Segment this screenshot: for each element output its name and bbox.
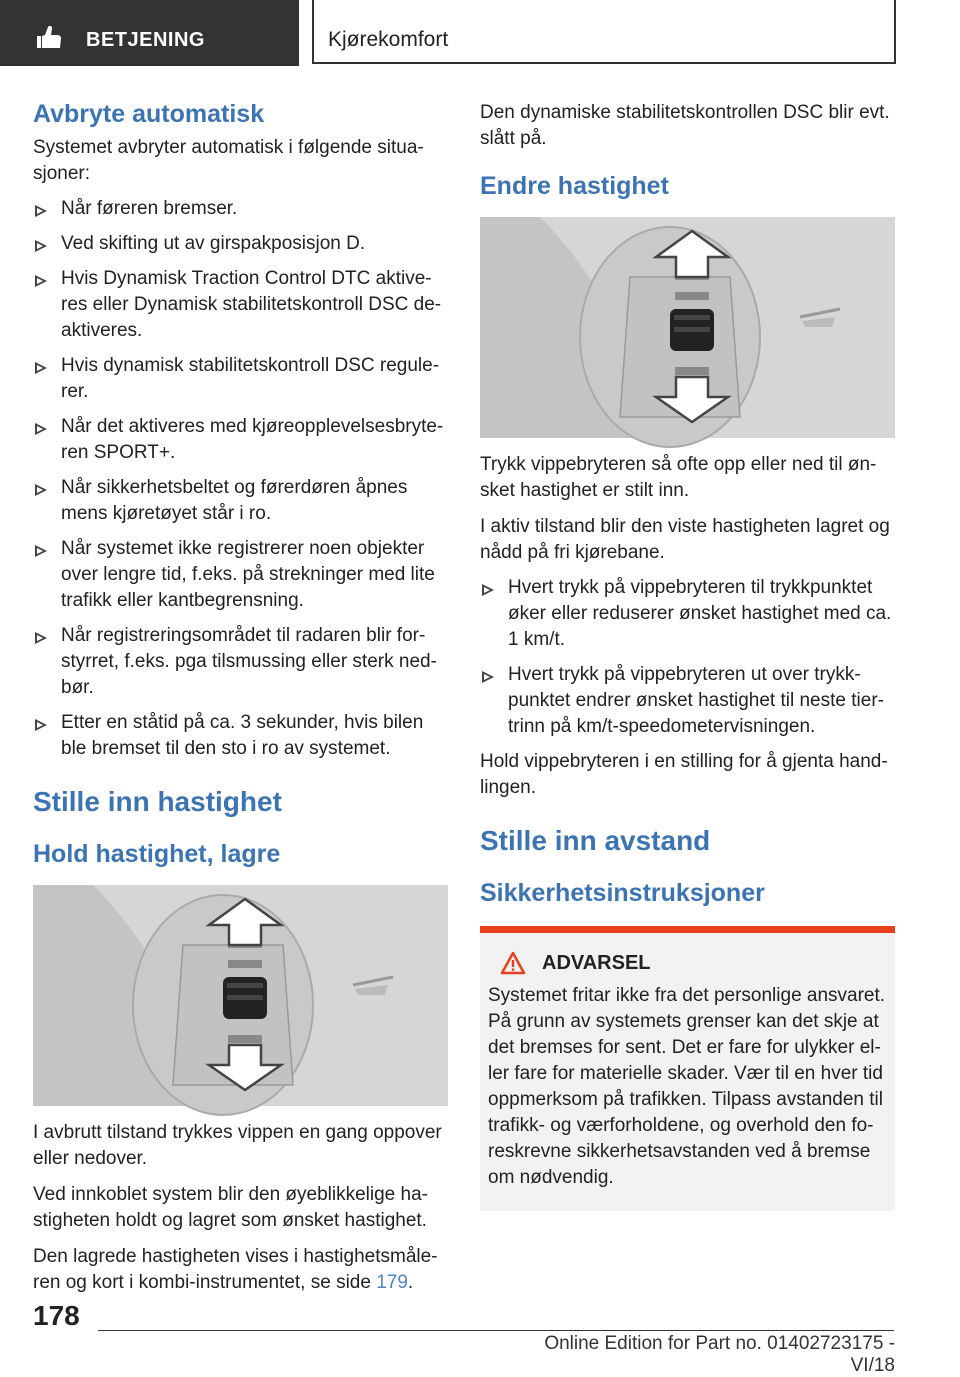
list-item: Hvis dynamisk stabilitetskontroll DSC regule-rer.: [33, 353, 448, 405]
switched-on-text: Ved innkoblet system blir den øyeblikkelige ha-stigheten holdt og lagret som ønsket hastighet.: [33, 1184, 428, 1231]
triangle-bullet-icon: [35, 205, 47, 217]
triangle-bullet-icon: [35, 545, 47, 557]
cancel-list: [33, 196, 448, 762]
hold-rocker-text: Hold vippebryteren i en stilling for å gjenta hand-lingen.: [480, 751, 888, 798]
list-item: Når systemet ikke registrerer noen objekter over lengre tid, f.eks. på strekninger med lite trafikk eller kantbegrensning.: [33, 536, 448, 614]
section-tab: [0, 0, 299, 66]
triangle-bullet-icon: [35, 632, 47, 644]
warning-title: ADVARSEL: [488, 951, 887, 975]
change-list: [480, 575, 895, 740]
heading-set-speed: Stille inn hastighet: [33, 786, 282, 817]
list-item: Hvert trykk på vippebryteren til trykkpunktet øker eller reduserer ønsket hastighet med ca. 1 km/t.: [480, 575, 895, 653]
left-column: [33, 100, 448, 1296]
right-column: [480, 100, 895, 1211]
steering-wheel-rocker-image: [480, 217, 895, 438]
list-item: Når registreringsområdet til radaren blir for-styrret, f.eks. pga tilsmussing eller sterk ned-bør.: [33, 623, 448, 701]
dsc-text: Den dynamiske stabilitetskontrollen DSC blir evt. slått på.: [480, 102, 890, 149]
triangle-bullet-icon: [482, 584, 494, 596]
page-reference-link[interactable]: 179: [376, 1272, 408, 1293]
list-item: Etter en ståtid på ca. 3 sekunder, hvis bilen ble bremset til den sto i ro av systemet.: [33, 710, 448, 762]
warning-triangle-icon: [500, 951, 526, 975]
warning-box: [480, 926, 895, 1211]
list-item: Hvis Dynamisk Traction Control DTC aktive-res eller Dynamisk stabilitetskontroll DSC de-aktiveres.: [33, 266, 448, 344]
chapter-box: [312, 0, 896, 64]
list-item: Når det aktiveres med kjøreopplevelsesbryte-ren SPORT+.: [33, 414, 448, 466]
triangle-bullet-icon: [35, 484, 47, 496]
section-label: BETJENING: [86, 29, 205, 51]
list-item: Når føreren bremser.: [33, 196, 448, 222]
triangle-bullet-icon: [35, 719, 47, 731]
active-state-text: I aktiv tilstand blir den viste hastigheten lagret og nådd på fri kjørebane.: [480, 516, 890, 563]
page-header: [0, 0, 960, 66]
triangle-bullet-icon: [35, 275, 47, 287]
list-item: Hvert trykk på vippebryteren ut over trykk-punktet endrer ønsket hastighet til neste tier-trinn på km/t-speedometervisningen.: [480, 662, 895, 740]
hand-pointer-icon: [36, 24, 64, 50]
stored-speed-text: Den lagrede hastigheten vises i hastighetsmåle-ren og kort i kombi-instrumentet, se side 179.: [33, 1246, 438, 1293]
list-item: Ved skifting ut av girspakposisjon D.: [33, 231, 448, 257]
heading-hold-speed: Hold hastighet, lagre: [33, 840, 281, 868]
list-item: Når sikkerhetsbeltet og førerdøren åpnes mens kjøretøyet står i ro.: [33, 475, 448, 527]
warning-text: Systemet fritar ikke fra det personlige ansvaret. På grunn av systemets grenser kan det skje at det bremses for sent. Det er fare for ulykker el-ler fare for materielle skader. Vær til en hver tid oppmerksom på trafikken. Tilpass avstanden til trafikk- og værforholdene, og overhold den fo-reskrevne sikkerhetsavstanden ved å bremse om nødvendig.: [488, 985, 886, 1188]
triangle-bullet-icon: [35, 362, 47, 374]
heading-safety: Sikkerhetsinstruksjoner: [480, 879, 765, 907]
heading-change-speed: Endre hastighet: [480, 172, 669, 200]
press-rocker-text: Trykk vippebryteren så ofte opp eller ned til øn-sket hastighet er stilt inn.: [480, 454, 877, 501]
interrupted-text: I avbrutt tilstand trykkes vippen en gang oppover eller nedover.: [33, 1122, 442, 1169]
footer-divider: [98, 1330, 894, 1331]
edition-note: Online Edition for Part no. 01402723175 - VI/18: [544, 1333, 895, 1376]
triangle-bullet-icon: [35, 240, 47, 252]
steering-wheel-rocker-image: [33, 885, 448, 1106]
cancel-intro: Systemet avbryter automatisk i følgende situa-sjoner:: [33, 137, 424, 184]
heading-cancel-automatic: Avbryte automatisk: [33, 100, 265, 128]
triangle-bullet-icon: [482, 671, 494, 683]
page-number: 178: [33, 1300, 80, 1331]
chapter-title: Kjørekomfort: [328, 28, 449, 51]
heading-set-distance: Stille inn avstand: [480, 825, 711, 856]
triangle-bullet-icon: [35, 423, 47, 435]
